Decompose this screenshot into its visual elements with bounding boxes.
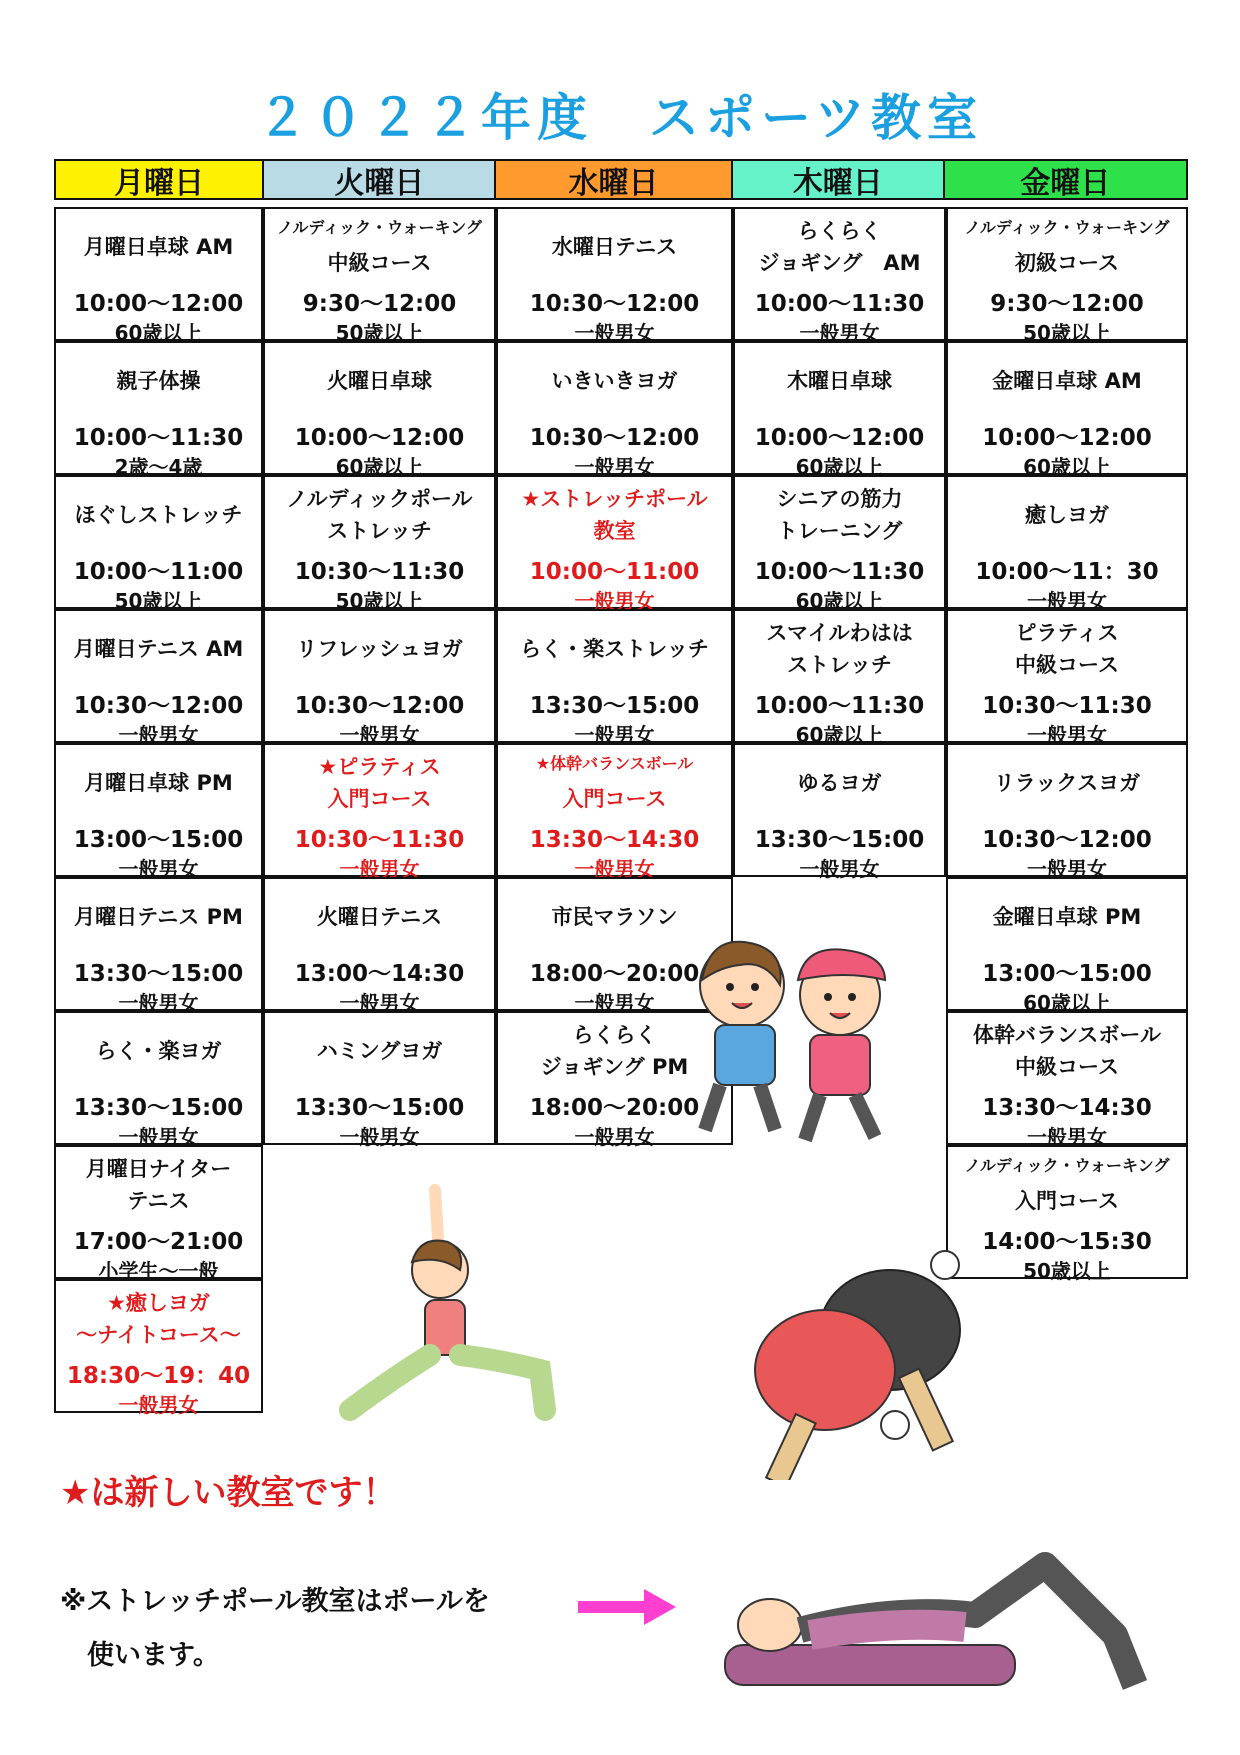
class-target: 一般男女 xyxy=(118,1393,199,1417)
class-name: 火曜日テニス xyxy=(316,905,443,929)
day-label: 金曜日 xyxy=(1020,165,1111,201)
class-name: 水曜日テニス xyxy=(551,235,678,259)
page-title: ２０２２年度 スポーツ教室 xyxy=(257,89,983,147)
day-header-thu xyxy=(733,161,945,201)
class-cell xyxy=(733,743,946,881)
class-cell xyxy=(54,207,263,345)
class-time: 10:00～11:30 xyxy=(754,693,925,719)
class-target: 一般男女 xyxy=(1027,1125,1107,1149)
day-label: 月曜日 xyxy=(114,165,205,201)
class-name: スマイルわはは xyxy=(766,621,913,645)
class-name: 火曜日卓球 xyxy=(327,369,432,393)
stretch-pole-note xyxy=(60,1575,490,1683)
class-name: 体幹バランスボール xyxy=(973,1023,1161,1047)
class-cell xyxy=(946,341,1188,479)
class-name: らく・楽ストレッチ xyxy=(520,637,709,661)
class-name2: ジョギング AM xyxy=(758,251,921,275)
class-name: リラックスヨガ xyxy=(993,771,1141,795)
class-target: 一般男女 xyxy=(118,991,199,1015)
stretch-pole-illustration xyxy=(715,1535,1155,1695)
class-name2: 入門コース xyxy=(1015,1189,1119,1213)
class-name2: 中級コース xyxy=(327,251,432,275)
class-cell xyxy=(54,1145,263,1283)
class-name: ノルディック・ウォーキング xyxy=(277,218,482,237)
class-name2: テニス xyxy=(127,1189,190,1213)
class-time: 14:00～15:30 xyxy=(982,1229,1152,1255)
class-name2: 入門コース xyxy=(562,787,667,811)
class-name2: トレーニング xyxy=(776,519,903,543)
class-time: 10:30～11:30 xyxy=(294,827,465,853)
class-cell xyxy=(496,341,733,479)
class-time: 10:00～11:00 xyxy=(529,559,700,585)
class-name: ★癒しヨガ xyxy=(107,1291,210,1315)
class-target: 50歳以上 xyxy=(114,589,203,613)
class-time: 18:30～19：40 xyxy=(66,1363,251,1389)
class-cell xyxy=(54,609,263,747)
class-name: ★体幹バランスボール xyxy=(535,754,694,773)
day-label: 木曜日 xyxy=(792,165,883,201)
class-time: 9:30～12:00 xyxy=(990,291,1144,317)
class-target: 一般男女 xyxy=(339,991,420,1015)
class-name2: ストレッチ xyxy=(327,519,432,543)
class-cell xyxy=(733,341,946,479)
class-target: 50歳以上 xyxy=(1023,321,1111,345)
class-name: 親子体操 xyxy=(116,369,201,393)
class-name: リフレッシュヨガ xyxy=(296,637,463,661)
class-target: 一般男女 xyxy=(799,321,880,345)
day-header-tue xyxy=(264,161,496,201)
class-name: ノルディックポール xyxy=(286,487,473,511)
class-time: 10:30～12:00 xyxy=(73,693,244,719)
class-target: 一般男女 xyxy=(574,723,655,747)
day-header-row xyxy=(54,159,1188,200)
class-cell xyxy=(496,207,733,345)
ping-pong-illustration xyxy=(740,1250,1000,1480)
class-time: 9:30～12:00 xyxy=(302,291,457,317)
class-name: 月曜日卓球 PM xyxy=(84,771,233,795)
class-cell xyxy=(54,743,263,881)
class-target: 50歳以上 xyxy=(335,589,424,613)
class-cell xyxy=(263,877,496,1015)
class-name: 癒しヨガ xyxy=(1025,503,1109,527)
class-cell xyxy=(263,475,496,613)
class-target: 60歳以上 xyxy=(795,589,884,613)
class-time: 13:00～15:00 xyxy=(73,827,244,853)
class-target: 60歳以上 xyxy=(335,455,424,479)
class-cell xyxy=(54,1011,263,1149)
class-name: 月曜日テニス AM xyxy=(73,637,244,661)
class-cell xyxy=(946,1011,1188,1149)
day-label: 火曜日 xyxy=(334,165,425,201)
class-time: 10:30～12:00 xyxy=(529,425,700,451)
class-name2: 中級コース xyxy=(1015,1055,1119,1079)
class-cell xyxy=(54,475,263,613)
yoga-woman-illustration xyxy=(330,1180,570,1430)
class-target: 一般男女 xyxy=(574,857,655,881)
class-cell xyxy=(733,207,946,345)
class-name: 金曜日卓球 AM xyxy=(992,369,1142,393)
class-name: ノルディック・ウォーキング xyxy=(964,1156,1170,1175)
class-target: 一般男女 xyxy=(1027,723,1107,747)
note-line: 使います。 xyxy=(60,1640,220,1671)
class-target: 一般男女 xyxy=(339,857,420,881)
class-time: 13:30～15:00 xyxy=(294,1095,465,1121)
class-name: 月曜日ナイター xyxy=(85,1157,232,1181)
class-target: 一般男女 xyxy=(118,723,199,747)
class-time: 10:00～12:00 xyxy=(982,425,1152,451)
class-time: 10:00～12:00 xyxy=(754,425,925,451)
class-target: 一般男女 xyxy=(1027,857,1107,881)
class-name: ほぐしストレッチ xyxy=(74,503,243,527)
class-time: 10:30～12:00 xyxy=(294,693,465,719)
class-cell xyxy=(263,1011,496,1149)
class-target: 一般男女 xyxy=(574,589,655,613)
class-time: 10:00～11:30 xyxy=(73,425,244,451)
class-name2: 初級コース xyxy=(1015,251,1119,275)
class-time: 13:30～15:00 xyxy=(73,961,244,987)
class-time: 10:00～11:00 xyxy=(73,559,244,585)
class-target: 一般男女 xyxy=(574,455,655,479)
class-cell xyxy=(496,743,733,881)
class-cell xyxy=(946,743,1188,881)
class-cell xyxy=(946,475,1188,613)
class-cell xyxy=(263,207,496,345)
class-name: ★ストレッチポール xyxy=(521,487,708,511)
class-target: 2歳～4歳 xyxy=(114,455,203,479)
class-name: シニアの筋力 xyxy=(776,487,903,511)
class-name: ★ピラティス xyxy=(318,755,441,779)
class-name2: ～ナイトコース～ xyxy=(76,1323,241,1347)
class-name: らく・楽ヨガ xyxy=(95,1039,222,1063)
class-name: らくらく xyxy=(572,1023,657,1047)
class-name2: ストレッチ xyxy=(787,653,892,677)
class-cell xyxy=(263,341,496,479)
class-target: 一般男女 xyxy=(1027,589,1107,613)
class-target: 50歳以上 xyxy=(335,321,424,345)
class-cell xyxy=(263,609,496,747)
class-target: 一般男女 xyxy=(118,1125,199,1149)
class-time: 10:30～11:30 xyxy=(294,559,465,585)
arrow-right-icon xyxy=(578,1587,678,1627)
class-name: 木曜日卓球 xyxy=(787,369,892,393)
class-cell xyxy=(946,609,1188,747)
class-target: 60歳以上 xyxy=(795,723,884,747)
day-header-wed xyxy=(496,161,732,201)
class-target: 一般男女 xyxy=(574,321,655,345)
class-time: 10:30～12:00 xyxy=(529,291,700,317)
class-cell xyxy=(496,609,733,747)
class-cell xyxy=(54,1279,263,1417)
class-name: いきいきヨガ xyxy=(551,369,678,393)
class-target: 60歳以上 xyxy=(1023,991,1111,1015)
class-time: 17:00～21:00 xyxy=(73,1229,244,1255)
class-target: 50歳以上 xyxy=(1023,1259,1111,1283)
class-time: 10:30～12:00 xyxy=(982,827,1152,853)
class-name: 市民マラソン xyxy=(551,905,678,929)
class-time: 13:30～15:00 xyxy=(754,827,925,853)
class-target: 一般男女 xyxy=(574,1125,655,1149)
class-name2: 中級コース xyxy=(1015,653,1119,677)
class-name: ピラティス xyxy=(1015,621,1119,645)
class-name: 金曜日卓球 PM xyxy=(992,905,1142,929)
class-cell xyxy=(54,341,263,479)
class-cell xyxy=(733,609,946,747)
class-target: 60歳以上 xyxy=(1023,455,1111,479)
class-target: 一般男女 xyxy=(339,1125,420,1149)
class-cell xyxy=(733,475,946,613)
day-header-fri xyxy=(945,161,1186,201)
class-time: 13:30～15:00 xyxy=(529,693,700,719)
class-cell xyxy=(946,877,1188,1015)
class-target: 一般男女 xyxy=(118,857,199,881)
class-target: 60歳以上 xyxy=(795,455,884,479)
class-time: 13:30～14:30 xyxy=(529,827,700,853)
class-target: 小学生～一般 xyxy=(98,1259,219,1283)
class-cell xyxy=(496,475,733,613)
joggers-illustration xyxy=(680,925,940,1155)
class-time: 10:00～12:00 xyxy=(73,291,244,317)
class-target: 一般男女 xyxy=(799,857,880,881)
class-time: 13:30～14:30 xyxy=(982,1095,1152,1121)
class-cell xyxy=(263,743,496,881)
class-time: 10:30～11:30 xyxy=(982,693,1152,719)
class-cell xyxy=(54,877,263,1015)
class-target: 60歳以上 xyxy=(114,321,203,345)
class-time: 18:00～20:00 xyxy=(529,961,700,987)
class-cell xyxy=(946,207,1188,345)
class-name: ゆるヨガ xyxy=(797,771,882,795)
class-time: 10:00～12:00 xyxy=(294,425,465,451)
class-target: 一般男女 xyxy=(574,991,655,1015)
class-time: 13:00～15:00 xyxy=(982,961,1152,987)
class-name2: 入門コース xyxy=(327,787,432,811)
class-name2: 教室 xyxy=(593,519,636,543)
class-time: 10:00～11:30 xyxy=(754,559,925,585)
day-label: 水曜日 xyxy=(568,165,659,201)
class-name: ノルディック・ウォーキング xyxy=(964,218,1170,237)
new-class-note: ★は新しい教室です！ xyxy=(60,1473,397,1513)
class-target: 一般男女 xyxy=(339,723,420,747)
class-time: 18:00～20:00 xyxy=(529,1095,700,1121)
class-name: ハミングヨガ xyxy=(316,1039,443,1063)
class-time: 13:00～14:30 xyxy=(294,961,465,987)
day-header-mon xyxy=(56,161,264,201)
class-time: 13:30～15:00 xyxy=(73,1095,244,1121)
class-name2: ジョギング PM xyxy=(540,1055,689,1079)
class-name: 月曜日卓球 AM xyxy=(83,235,234,259)
class-time: 10:00～11:30 xyxy=(754,291,925,317)
class-name: 月曜日テニス PM xyxy=(74,905,243,929)
note-line: ※ストレッチポール教室はポールを xyxy=(60,1586,490,1617)
class-time: 10:00～11：30 xyxy=(975,559,1159,585)
class-name: らくらく xyxy=(797,219,882,243)
